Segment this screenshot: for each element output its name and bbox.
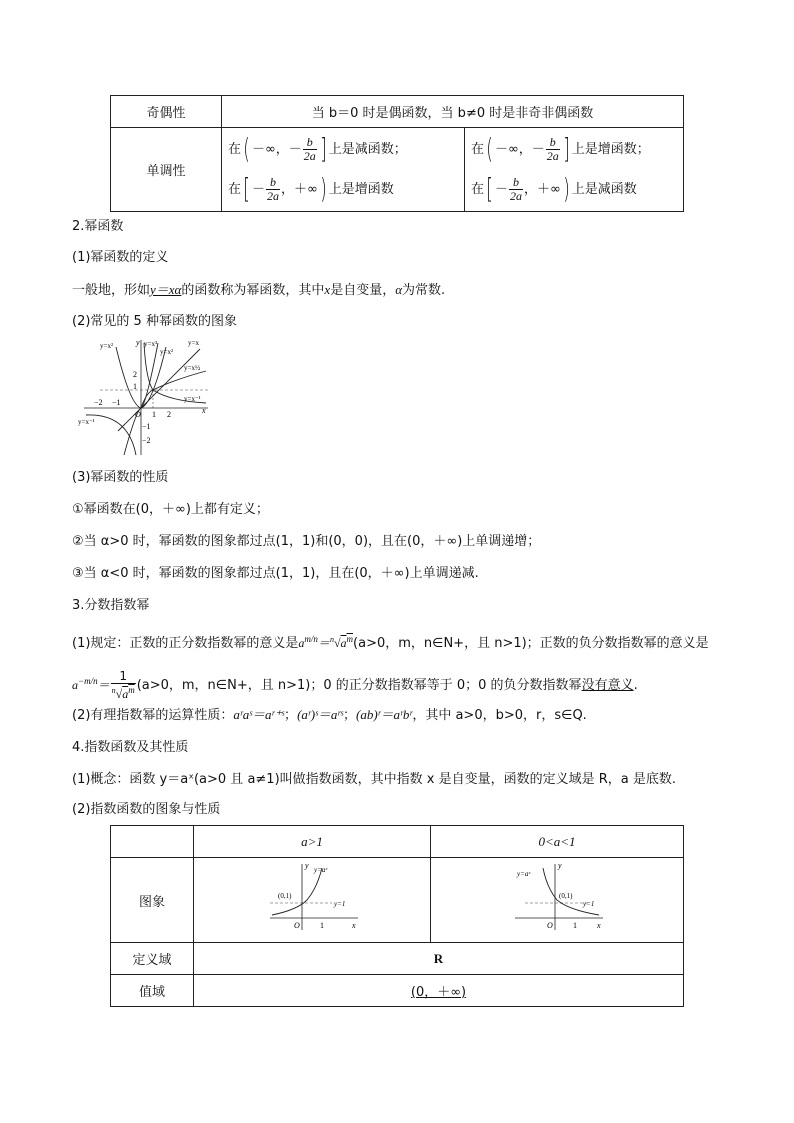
power-functions-graph (78, 335, 218, 460)
svg-text:2: 2 (133, 370, 137, 379)
monotonicity-label: 单调性 (111, 128, 222, 212)
power-prop-3: ③当 α<0 时，幂函数的图象都过点(1，1)，且在(0，＋∞)上单调递减. (72, 566, 479, 581)
header-a-gt-1: a>1 (194, 826, 431, 858)
label-y-x-neg1-left: y=x⁻¹ (78, 418, 95, 426)
label-y-x2-right: y=x² (160, 348, 174, 356)
monotonicity-case-a-positive: 在( －∞，－ $\frac{b}{2a}$ ] 上是减函数； 在[ － $\frac{b}{2a}$ ，＋∞) 上是增函数 (222, 128, 465, 212)
svg-text:2: 2 (167, 410, 171, 419)
exp-func-graph-subtitle: (2)指数函数的图象与性质 (72, 802, 221, 817)
svg-text:1: 1 (573, 921, 577, 930)
svg-text:(0,1): (0,1) (278, 892, 292, 900)
svg-text:y=1: y=1 (334, 900, 346, 908)
section-4-title: 4.指数函数及其性质 (72, 740, 189, 755)
range-value: (0，＋∞) (194, 975, 684, 1007)
quadratic-properties-table (110, 95, 684, 212)
svg-text:O: O (547, 921, 553, 930)
svg-text:1: 1 (152, 410, 156, 419)
svg-text:x: x (597, 921, 601, 930)
power-def-text: 一般地，形如y＝xα的函数称为幂函数，其中x是自变量，α为常数. (72, 282, 446, 298)
frac-exp-def-line1: (1)规定：正数的正分数指数幂的意义是$a^{m/n}=^n√a^m(a>0$，m，n∈N+，且 n>1)；正数的负分数指数幂的意义是 (72, 634, 709, 651)
svg-text:−1: −1 (142, 422, 151, 431)
svg-text:O: O (135, 410, 141, 419)
frac-exp-def-line2: $a^{-m/n}=$ $\frac{1}{^n√a^m}$ (a>0，m，n∈N+，且 n>1)；0 的正分数指数幂等于 0；0 的负分数指数幂没有意义. (72, 669, 638, 701)
label-y-x2-left: y=x² (100, 342, 114, 350)
parity-label: 奇偶性 (111, 96, 222, 128)
monotonicity-case-a-negative: 在( －∞，－ $\frac{b}{2a}$ ] 上是增函数； 在[ － $\frac{b}{2a}$ ，＋∞) 上是减函数 (465, 128, 684, 212)
svg-text:y=aˣ: y=aˣ (517, 870, 531, 878)
exp-func-concept: (1)概念：函数 y＝aˣ(a>0 且 a≠1)叫做指数函数，其中指数 x 是自变量，函数的定义域是 R，a 是底数. (72, 772, 676, 787)
label-y-x: y=x (188, 339, 199, 347)
power-prop-1: ①幂函数在(0，＋∞)上都有定义； (72, 502, 269, 517)
power-prop-2: ②当 α>0 时，幂函数的图象都过点(1，1)和(0，0)，且在(0，＋∞)上单调递增； (72, 534, 541, 549)
label-y-x-neg1-right: y=x⁻¹ (184, 395, 201, 403)
svg-text:−1: −1 (112, 398, 121, 407)
graph-a-gt-1-cell (194, 858, 431, 943)
label-y-x3: y=x³ (144, 340, 158, 348)
svg-text:1: 1 (320, 921, 324, 930)
svg-text:(0,1): (0,1) (559, 892, 573, 900)
svg-text:y: y (305, 861, 309, 870)
exponential-function-table (110, 825, 684, 1007)
svg-text:x: x (352, 921, 356, 930)
domain-value: R (194, 943, 684, 975)
section-3-title: 3.分数指数幂 (72, 598, 150, 613)
exp-graph-decreasing (507, 858, 607, 938)
svg-text:x: x (202, 406, 206, 415)
graph-row-label: 图象 (111, 858, 194, 943)
power-graph-subtitle: (2)常见的 5 种幂函数的图象 (72, 314, 237, 329)
header-a-between-0-1: 0<a<1 (431, 826, 684, 858)
label-y-x-half: y=x½ (184, 364, 201, 372)
domain-row-label: 定义域 (111, 943, 194, 975)
power-props-subtitle: (3)幂函数的性质 (72, 470, 169, 485)
power-def-subtitle: (1)幂函数的定义 (72, 250, 169, 265)
graph-a-between-0-1-cell (431, 858, 684, 943)
exp-rules-line: (2)有理指数幂的运算性质：aʳaˢ＝aʳ⁺ˢ；(aʳ)ˢ＝aʳˢ；(ab)ʳ＝aʳbʳ，其中 a>0，b>0，r，s∈Q. (72, 707, 587, 723)
svg-text:1: 1 (133, 382, 137, 391)
svg-text:−2: −2 (94, 398, 103, 407)
svg-text:O: O (294, 921, 300, 930)
exp-graph-increasing (262, 858, 362, 938)
svg-text:y=aˣ: y=aˣ (314, 866, 328, 874)
section-2-title: 2.幂函数 (72, 219, 124, 234)
svg-text:y=1: y=1 (583, 900, 595, 908)
svg-text:y: y (558, 861, 562, 870)
svg-text:−2: −2 (142, 436, 151, 445)
parity-text: 当 b＝0 时是偶函数，当 b≠0 时是非奇非偶函数 (222, 96, 684, 128)
range-row-label: 值域 (111, 975, 194, 1007)
svg-text:y: y (136, 338, 140, 347)
